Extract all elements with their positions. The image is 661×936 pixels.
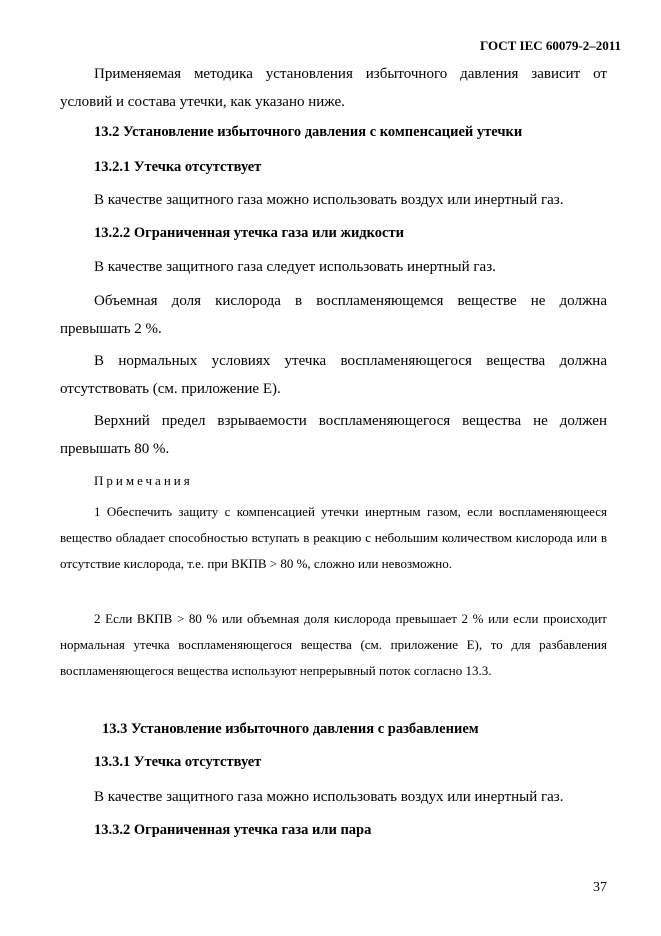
section-13-3-1-heading: 13.3.1 Утечка отсутствует [94,754,262,770]
section-13-3-2-heading: 13.3.2 Ограниченная утечка газа или пара [94,822,372,838]
section-13-3-1-text: В качестве защитного газа можно использовать воздух или инертный газ. [94,789,564,805]
section-13-2-heading: 13.2 Установление избыточного давления с компенсацией утечки [94,124,523,140]
notes-label [60,467,607,495]
section-13-2-1-heading: 13.2.1 Утечка отсутствует [94,159,262,175]
section-13-2-2-paragraph-3: В нормальных условиях утечка воспламеняющегося вещества должна отсутствовать (см. приложение Е). [60,353,607,397]
section-13-2-2-paragraph-2: Объемная доля кислорода в воспламеняющемся веществе не должна превышать 2 %. [60,293,607,337]
notes-label-text: Примечания [94,473,193,488]
document-header: ГОСТ IEC 60079-2–2011 [480,38,622,53]
section-13-2-1-text: В качестве защитного газа можно использовать воздух или инертный газ. [94,192,564,208]
note-1: 1 Обеспечить защиту с компенсацией утечки инертным газом, если воспламеняющееся вещество обладает способностью вступать в реакцию с небольшим количеством кислорода или в отсутствие кислорода, т.е. при ВКПВ > 80 %, сложно или невозможно. [60,504,607,571]
section-13-2-2-heading: 13.2.2 Ограниченная утечка газа или жидкости [94,225,404,241]
note-2: 2 Если ВКПВ > 80 % или объемная доля кислорода превышает 2 % или если происходит нормальная утечка воспламеняющегося вещества (см. приложение Е), то для разбавления воспламеняющегося вещества используют непрерывный поток согласно 13.3. [60,611,607,678]
page-number: 37 [593,880,607,895]
section-13-3-heading: 13.3 Установление избыточного давления с разбавлением [102,721,479,737]
section-13-2-2-paragraph-1: В качестве защитного газа следует использовать инертный газ. [94,259,496,275]
section-13-2-2-paragraph-4: Верхний предел взрываемости воспламеняющегося вещества не должен превышать 80 %. [60,413,607,457]
intro-paragraph: Применяемая методика установления избыточного давления зависит от условий и состава утечки, как указано ниже. [60,66,607,110]
